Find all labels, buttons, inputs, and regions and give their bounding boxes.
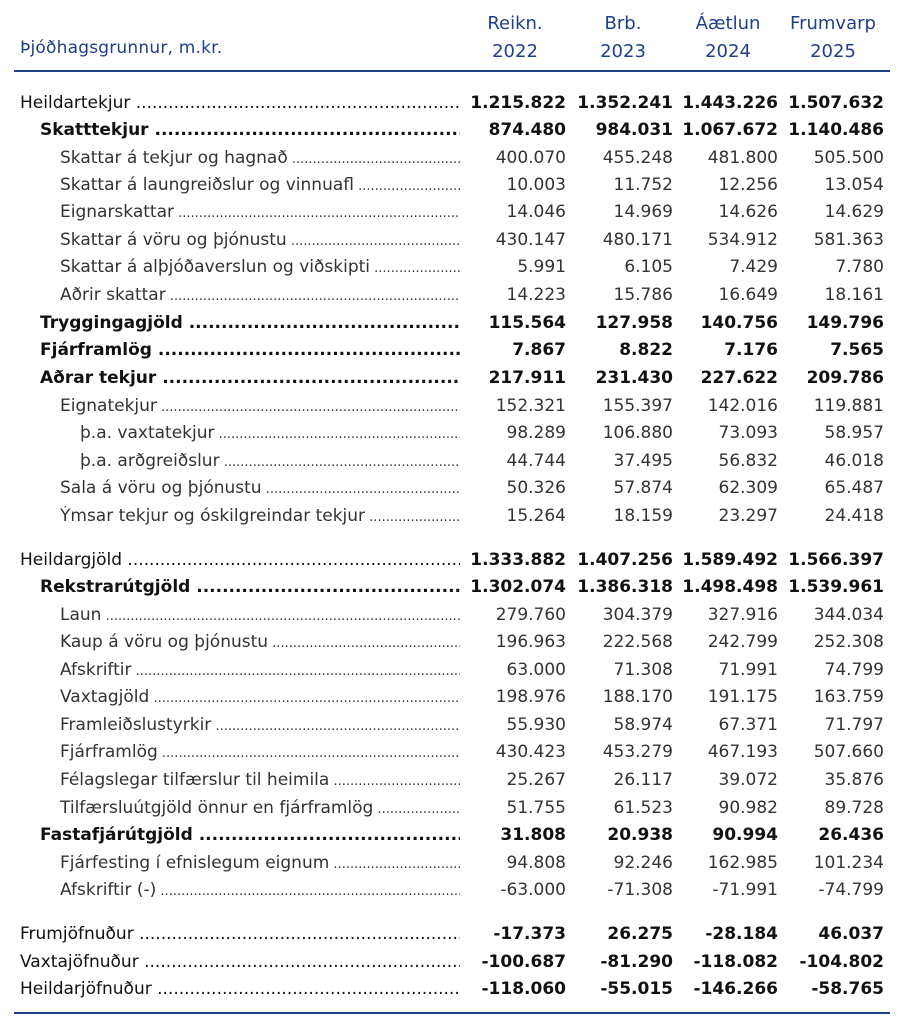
row-value: 984.031 bbox=[595, 120, 673, 140]
row-value: 7.429 bbox=[729, 257, 778, 277]
row-value: 1.507.632 bbox=[788, 93, 884, 113]
table-row bbox=[14, 602, 890, 628]
row-label: Vaxtajöfnuður ..... bbox=[20, 952, 460, 972]
column-header-line2: 2022 bbox=[492, 41, 538, 62]
column-header-2024 bbox=[676, 10, 780, 66]
row-value: 89.728 bbox=[824, 798, 884, 818]
row-value: 507.660 bbox=[813, 742, 884, 762]
row-value: 63.000 bbox=[506, 660, 566, 680]
row-value: 14.969 bbox=[613, 202, 673, 222]
row-value: 1.566.397 bbox=[788, 550, 884, 570]
row-value: 149.796 bbox=[806, 313, 884, 333]
row-value: 430.147 bbox=[495, 230, 566, 250]
row-value: 8.822 bbox=[619, 340, 673, 360]
row-value: 874.480 bbox=[488, 120, 566, 140]
table-row bbox=[14, 117, 890, 143]
table-row bbox=[14, 282, 890, 308]
row-label: Heildarjöfnuður ..... bbox=[20, 979, 460, 999]
row-label: Aðrar tekjur ..... bbox=[40, 368, 460, 388]
row-label: Skattar á tekjur og hagnað ..... bbox=[60, 148, 460, 168]
row-value: 58.957 bbox=[824, 423, 884, 443]
table-row bbox=[14, 199, 890, 225]
row-value: 1.407.256 bbox=[577, 550, 673, 570]
table-row bbox=[14, 420, 890, 446]
row-value: -55.015 bbox=[600, 979, 673, 999]
row-value: 5.991 bbox=[517, 257, 566, 277]
table-row bbox=[14, 574, 890, 600]
row-value: 14.629 bbox=[824, 202, 884, 222]
table-row bbox=[14, 90, 890, 116]
row-value: 1.067.672 bbox=[682, 120, 778, 140]
row-value: 188.170 bbox=[602, 687, 673, 707]
row-value: -74.799 bbox=[818, 880, 884, 900]
row-label: þ.a. vaxtatekjur ..... bbox=[80, 423, 460, 443]
row-value: 163.759 bbox=[813, 687, 884, 707]
row-value: -28.184 bbox=[705, 924, 778, 944]
row-label: Rekstrarútgjöld ..... bbox=[40, 577, 460, 597]
row-value: 7.176 bbox=[724, 340, 778, 360]
row-value: -104.802 bbox=[799, 952, 884, 972]
row-label: Vaxtagjöld ..... bbox=[60, 687, 460, 707]
row-value: 65.487 bbox=[824, 478, 884, 498]
row-value: 227.622 bbox=[700, 368, 778, 388]
row-value: 57.874 bbox=[613, 478, 673, 498]
row-label: Frumjöfnuður ..... bbox=[20, 924, 460, 944]
table-row bbox=[14, 739, 890, 765]
table-row bbox=[14, 657, 890, 683]
table-header bbox=[14, 8, 890, 70]
row-value: 46.037 bbox=[818, 924, 884, 944]
row-label: Framleiðslustyrkir ..... bbox=[60, 715, 460, 735]
row-value: 51.755 bbox=[506, 798, 566, 818]
row-label: Fjárframlög ..... bbox=[60, 742, 460, 762]
table-title: Þjóðhagsgrunnur, m.kr. bbox=[20, 38, 223, 58]
row-value: -71.991 bbox=[712, 880, 778, 900]
row-label: Aðrir skattar ..... bbox=[60, 285, 460, 305]
row-value: 20.938 bbox=[607, 825, 673, 845]
row-value: 534.912 bbox=[707, 230, 778, 250]
row-value: 7.780 bbox=[835, 257, 884, 277]
row-value: -118.082 bbox=[693, 952, 778, 972]
column-header-line1: Áætlun bbox=[695, 13, 761, 34]
row-value: 73.093 bbox=[718, 423, 778, 443]
row-value: 18.159 bbox=[613, 506, 673, 526]
row-label: þ.a. arðgreiðslur ..... bbox=[80, 451, 460, 471]
row-value: -63.000 bbox=[500, 880, 566, 900]
row-value: 71.991 bbox=[718, 660, 778, 680]
row-value: -100.687 bbox=[481, 952, 566, 972]
table-row bbox=[14, 684, 890, 710]
row-value: 1.539.961 bbox=[788, 577, 884, 597]
table-row bbox=[14, 448, 890, 474]
row-value: 13.054 bbox=[824, 175, 884, 195]
row-label: Skatttekjur ..... bbox=[40, 120, 460, 140]
row-value: -81.290 bbox=[600, 952, 673, 972]
row-value: 217.911 bbox=[488, 368, 566, 388]
row-value: 198.976 bbox=[495, 687, 566, 707]
row-value: 481.800 bbox=[707, 148, 778, 168]
row-value: 71.797 bbox=[824, 715, 884, 735]
row-value: 142.016 bbox=[707, 396, 778, 416]
row-value: 1.498.498 bbox=[682, 577, 778, 597]
row-value: 98.289 bbox=[506, 423, 566, 443]
table-row bbox=[14, 850, 890, 876]
row-label: Afskriftir ..... bbox=[60, 660, 460, 680]
row-value: 12.256 bbox=[718, 175, 778, 195]
row-value: 67.371 bbox=[718, 715, 778, 735]
row-value: 106.880 bbox=[602, 423, 673, 443]
row-value: 505.500 bbox=[813, 148, 884, 168]
column-header-line1: Reikn. bbox=[487, 13, 543, 34]
row-value: -146.266 bbox=[693, 979, 778, 999]
row-value: 90.994 bbox=[712, 825, 778, 845]
row-value: 7.565 bbox=[830, 340, 884, 360]
column-header-line2: 2024 bbox=[705, 41, 751, 62]
row-value: 39.072 bbox=[718, 770, 778, 790]
row-label: Fjárframlög ..... bbox=[40, 340, 460, 360]
row-value: 61.523 bbox=[613, 798, 673, 818]
column-header-2025 bbox=[781, 10, 885, 66]
row-value: 127.958 bbox=[595, 313, 673, 333]
row-label: Skattar á alþjóðaverslun og viðskipti ..... bbox=[60, 257, 460, 277]
row-value: 304.379 bbox=[602, 605, 673, 625]
row-label: Kaup á vöru og þjónustu ..... bbox=[60, 632, 460, 652]
row-value: 1.333.882 bbox=[470, 550, 566, 570]
row-value: 196.963 bbox=[495, 632, 566, 652]
table-row bbox=[14, 921, 890, 947]
table-row bbox=[14, 949, 890, 975]
table-row bbox=[14, 712, 890, 738]
row-value: 1.302.074 bbox=[470, 577, 566, 597]
table-row bbox=[14, 795, 890, 821]
row-label: Heildargjöld ..... bbox=[20, 550, 460, 570]
table-row bbox=[14, 172, 890, 198]
column-header-2022 bbox=[460, 10, 570, 66]
table-row bbox=[14, 503, 890, 529]
table-row bbox=[14, 767, 890, 793]
row-value: 58.974 bbox=[613, 715, 673, 735]
row-value: 191.175 bbox=[707, 687, 778, 707]
row-value: 56.832 bbox=[718, 451, 778, 471]
row-value: 581.363 bbox=[813, 230, 884, 250]
row-label: Fastafjárútgjöld ..... bbox=[40, 825, 460, 845]
row-value: 44.744 bbox=[506, 451, 566, 471]
row-value: 101.234 bbox=[813, 853, 884, 873]
row-value: 26.275 bbox=[607, 924, 673, 944]
row-value: 6.105 bbox=[624, 257, 673, 277]
row-value: 74.799 bbox=[824, 660, 884, 680]
row-value: 1.443.226 bbox=[682, 93, 778, 113]
row-value: 35.876 bbox=[824, 770, 884, 790]
row-value: 1.352.241 bbox=[577, 93, 673, 113]
row-value: 1.140.486 bbox=[788, 120, 884, 140]
column-header-line1: Brb. bbox=[604, 13, 642, 34]
row-value: 31.808 bbox=[500, 825, 566, 845]
row-label: Eignatekjur ..... bbox=[60, 396, 460, 416]
row-value: 10.003 bbox=[506, 175, 566, 195]
row-value: 15.786 bbox=[613, 285, 673, 305]
row-value: 55.930 bbox=[506, 715, 566, 735]
row-value: 455.248 bbox=[602, 148, 673, 168]
table-row bbox=[14, 145, 890, 171]
row-label: Skattar á laungreiðslur og vinnuafl ..... bbox=[60, 175, 460, 195]
row-value: 242.799 bbox=[707, 632, 778, 652]
row-value: 453.279 bbox=[602, 742, 673, 762]
row-value: 26.117 bbox=[613, 770, 673, 790]
row-label: Fjárfesting í efnislegum eignum ..... bbox=[60, 853, 460, 873]
row-value: 26.436 bbox=[818, 825, 884, 845]
row-value: 222.568 bbox=[602, 632, 673, 652]
table-row bbox=[14, 310, 890, 336]
row-label: Heildartekjur ..... bbox=[20, 93, 460, 113]
table-row bbox=[14, 227, 890, 253]
table-row bbox=[14, 475, 890, 501]
table-row bbox=[14, 877, 890, 903]
row-value: 480.171 bbox=[602, 230, 673, 250]
row-value: 209.786 bbox=[806, 368, 884, 388]
row-value: 344.034 bbox=[813, 605, 884, 625]
table-row bbox=[14, 393, 890, 419]
row-label: Eignarskattar ..... bbox=[60, 202, 460, 222]
table-row bbox=[14, 547, 890, 573]
row-value: 25.267 bbox=[506, 770, 566, 790]
row-value: 1.215.822 bbox=[470, 93, 566, 113]
row-value: -17.373 bbox=[493, 924, 566, 944]
row-value: 7.867 bbox=[512, 340, 566, 360]
row-label: Skattar á vöru og þjónustu ..... bbox=[60, 230, 460, 250]
row-value: 119.881 bbox=[813, 396, 884, 416]
table-row bbox=[14, 254, 890, 280]
row-label: Tryggingagjöld ..... bbox=[40, 313, 460, 333]
row-label: Afskriftir (-) ..... bbox=[60, 880, 460, 900]
row-label: Sala á vöru og þjónustu ..... bbox=[60, 478, 460, 498]
row-value: 162.985 bbox=[707, 853, 778, 873]
row-value: 279.760 bbox=[495, 605, 566, 625]
row-value: 15.264 bbox=[506, 506, 566, 526]
row-value: 50.326 bbox=[506, 478, 566, 498]
row-value: 37.495 bbox=[613, 451, 673, 471]
table-row bbox=[14, 976, 890, 1002]
column-header-line1: Frumvarp bbox=[790, 13, 876, 34]
table-row bbox=[14, 629, 890, 655]
row-value: 71.308 bbox=[613, 660, 673, 680]
row-value: 140.756 bbox=[700, 313, 778, 333]
row-label: Félagslegar tilfærslur til heimila ..... bbox=[60, 770, 460, 790]
row-label: Laun ..... bbox=[60, 605, 460, 625]
row-value: 14.046 bbox=[506, 202, 566, 222]
column-header-line2: 2025 bbox=[810, 41, 856, 62]
row-value: 400.070 bbox=[495, 148, 566, 168]
row-value: 24.418 bbox=[824, 506, 884, 526]
row-value: 155.397 bbox=[602, 396, 673, 416]
column-header-2023 bbox=[571, 10, 675, 66]
row-value: 430.423 bbox=[495, 742, 566, 762]
row-value: 152.321 bbox=[495, 396, 566, 416]
row-value: 14.223 bbox=[506, 285, 566, 305]
header-divider bbox=[14, 70, 890, 72]
row-value: 467.193 bbox=[707, 742, 778, 762]
row-value: 18.161 bbox=[824, 285, 884, 305]
row-value: 94.808 bbox=[506, 853, 566, 873]
table-row bbox=[14, 365, 890, 391]
row-label: Tilfærsluútgjöld önnur en fjárframlög ..... bbox=[60, 798, 460, 818]
row-value: -71.308 bbox=[607, 880, 673, 900]
row-value: 90.982 bbox=[718, 798, 778, 818]
row-value: 16.649 bbox=[718, 285, 778, 305]
row-value: 23.297 bbox=[718, 506, 778, 526]
row-value: -118.060 bbox=[481, 979, 566, 999]
table-row bbox=[14, 337, 890, 363]
footer-divider bbox=[14, 1012, 890, 1014]
row-value: 14.626 bbox=[718, 202, 778, 222]
row-value: 115.564 bbox=[488, 313, 566, 333]
row-value: 11.752 bbox=[613, 175, 673, 195]
row-value: 1.589.492 bbox=[682, 550, 778, 570]
row-value: 231.430 bbox=[595, 368, 673, 388]
column-header-line2: 2023 bbox=[600, 41, 646, 62]
row-value: -58.765 bbox=[811, 979, 884, 999]
row-value: 1.386.318 bbox=[577, 577, 673, 597]
row-value: 252.308 bbox=[813, 632, 884, 652]
row-value: 92.246 bbox=[613, 853, 673, 873]
row-value: 46.018 bbox=[824, 451, 884, 471]
table-row bbox=[14, 822, 890, 848]
row-value: 62.309 bbox=[718, 478, 778, 498]
row-label: Ýmsar tekjur og óskilgreindar tekjur ..... bbox=[60, 506, 460, 526]
row-value: 327.916 bbox=[707, 605, 778, 625]
